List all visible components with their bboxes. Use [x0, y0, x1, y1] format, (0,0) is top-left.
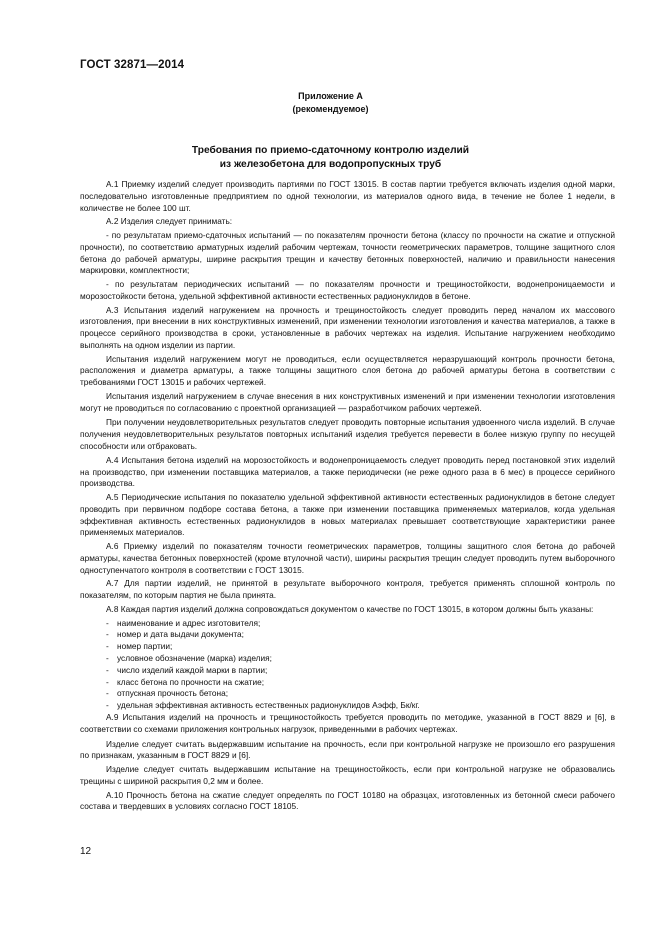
section-title-line-1: Требования по приемо-сдаточному контролю изделий: [191, 145, 470, 156]
list-item: - условное обозначение (марка) изделия;: [106, 653, 615, 665]
appendix-title: Приложение А: [298, 91, 363, 101]
paragraph-a10: А.10 Прочность бетона на сжатие следует определять по ГОСТ 10180 на образцах, изготовленных из бетонной смеси рабочего состава и твердевших в условиях согласно ГОСТ 18105.: [80, 789, 615, 812]
document-header: ГОСТ 32871—2014: [80, 59, 185, 71]
paragraph-a1: А.1 Приемку изделий следует производить партиями по ГОСТ 13015. В состав партии требуется включать изделия одной марки, последовательно изготовленные предприятием по одной технологии, из материалов одного вида, в течение не более 1 недели, в количестве не более 100 шт.: [80, 179, 615, 213]
paragraph-a5: А.5 Периодические испытания по показателю удельной эффективной активности естественных радионуклидов в бетоне следует проводить при первичном подборе состава бетона, а также при изменении поставщика применяемых материалов, когда удельная эффективная активность естественных радионуклидов в новых материалах превышает соответствующие характеристики ранее применяемых материалов.: [80, 492, 615, 538]
section-title-line-2: из железобетона для водопропускных труб: [219, 159, 442, 170]
list-item: - отпускная прочность бетона;: [106, 688, 615, 700]
list-item: - класс бетона по прочности на сжатие;: [106, 677, 615, 689]
paragraph-a9: А.9 Испытания изделий на прочность и трещиностойкость требуется проводить по методике, указанной в ГОСТ 8829 и [6], в соответствии со схемами приложения контрольных нагрузок, приведенными в рабочих чертежах.: [80, 711, 615, 734]
list-item: - наименование и адрес изготовителя;: [106, 618, 615, 630]
paragraph-a2-item-1: - по результатам приемо-сдаточных испытаний — по показателям прочности бетона (классу по прочности на сжатие и отпускной прочности), по соответствию арматурных изделий рабочим чертежам, точности геометрических параметров, толщине защитного слоя бетона до рабочей арматуры, ширине раскрытия трещин и качеству бетонных поверхностей, наличию и правильности нанесения маркировки, комплектности;: [80, 229, 615, 276]
list-item: - число изделий каждой марки в партии;: [106, 665, 615, 677]
page-number: 12: [80, 846, 92, 857]
section-title: [0, 144, 661, 172]
paragraph-a3-note-1: Испытания изделий нагружением могут не проводиться, если осуществляется неразрушающий контроль прочности бетона, расположения и диаметра арматуры, а также толщины защитного слоя бетона до рабочей арматуры бетона в соответствии с требованиями ГОСТ 13015 и рабочих чертежей.: [80, 353, 615, 388]
list-item: - номер и дата выдачи документа;: [106, 629, 615, 641]
quality-document-list: [80, 618, 615, 712]
document-body: [80, 179, 615, 815]
paragraph-a3: А.3 Испытания изделий нагружением на прочность и трещиностойкость следует проводить перед началом их массового изготовления, при внесении в них конструктивных изменений, при изменении технологии изготовления и качества материалов, а также в процессе серийного производства в сроки, установленные в рабочих чертежах на изделия. Испытание нагружением необходимо выполнять на одном изделии из партии.: [80, 304, 615, 350]
appendix-status: (рекомендуемое): [292, 104, 369, 114]
paragraph-a4: А.4 Испытания бетона изделий на морозостойкость и водонепроницаемость следует проводить перед постановкой этих изделий на производство, при изменении поставщика материалов, а также периодически (не реже одного раза в 6 мес) в процессе серийного производства.: [80, 454, 615, 489]
paragraph-a2-item-2: - по результатам периодических испытаний — по показателям прочности и трещиностойкости, водонепроницаемости и морозостойкости бетона, удельной эффективной активности естественных радионуклидов в бетоне.: [80, 279, 615, 301]
list-item: - номер партии;: [106, 641, 615, 653]
paragraph-a9-note-1: Изделие следует считать выдержавшим испытание на прочность, если при контрольной нагрузке не произошло его разрушения по признакам, указанным в ГОСТ 8829 и [6].: [80, 738, 615, 761]
paragraph-a7: А.7 Для партии изделий, не принятой в результате выборочного контроля, требуется применять сплошной контроль по показателям, по которым партия не была принята.: [80, 578, 615, 601]
paragraph-a3-note-3: При получении неудовлетворительных результатов следует проводить повторные испытания удвоенного числа изделий. В случае получения неудовлетворительных результатов повторных испытаний изделия требуется перевести в более низкую группу по несущей способности или отбраковать.: [80, 417, 615, 452]
paragraph-a3-note-2: Испытания изделий нагружением в случае внесения в них конструктивных изменений и при изменении технологии изготовления могут не проводиться по согласованию с проектной организацией — разработчиком рабочих чертежей.: [80, 390, 615, 413]
paragraph-a9-note-2: Изделие следует считать выдержавшим испытание на трещиностойкость, если при контрольной нагрузке не образовались трещины с шириной раскрытия 0,2 мм и более.: [80, 764, 615, 786]
paragraph-a8: А.8 Каждая партия изделий должна сопровождаться документом о качестве по ГОСТ 13015, в котором должны быть указаны:: [106, 603, 594, 614]
paragraph-a6: А.6 Приемку изделий по показателям точности геометрических параметров, толщины защитного слоя бетона до рабочей арматуры, качества бетонных поверхностей (кроме втулочной части), ширины раскрытия трещин следует проводить путем выборочного одноступенчатого контроля в соответствии с ГОСТ 13015.: [80, 541, 615, 575]
paragraph-a2: А.2 Изделия следует принимать:: [106, 216, 233, 227]
list-item: - удельная эффективная активность естественных радионуклидов Аэфф, Бк/кг.: [106, 700, 615, 712]
